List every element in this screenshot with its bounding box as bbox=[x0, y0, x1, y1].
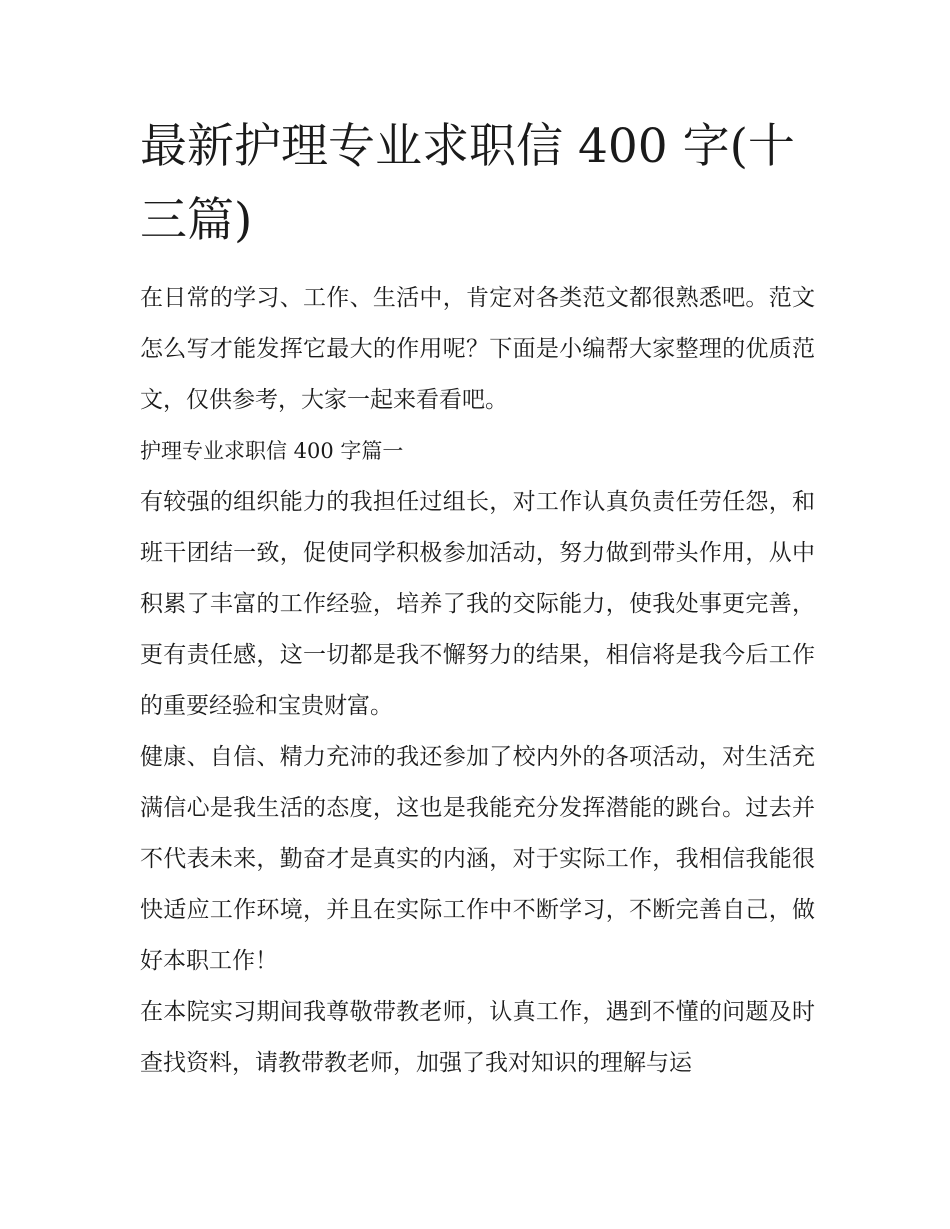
body-paragraph: 健康、自信、精力充沛的我还参加了校内外的各项活动，对生活充满信心是我生活的态度，这也是我能充分发挥潜能的跳台。过去并不代表未来，勤奋才是真实的内涵，对于实际工作，我相信我能很快适应工作环境，并且在实际工作中不断学习，不断完善自己，做好本职工作！ bbox=[140, 744, 815, 974]
body-paragraph: 有较强的组织能力的我担任过组长，对工作认真负责任劳任怨，和班干团结一致，促使同学积极参加活动，努力做到带头作用，从中积累了丰富的工作经验，培养了我的交际能力，使我处事更完善，更有责任感，这一切都是我不懈努力的结果，相信将是我今后工作的重要经验和宝贵财富。 bbox=[140, 489, 815, 719]
intro-paragraph: 在日常的学习、工作、生活中，肯定对各类范文都很熟悉吧。范文怎么写才能发挥它最大的作用呢？下面是小编帮大家整理的优质范文，仅供参考，大家一起来看看吧。 bbox=[140, 285, 815, 413]
section-heading: 护理专业求职信 400 字篇一 bbox=[140, 439, 404, 463]
document-body bbox=[140, 273, 815, 1089]
document-title: 最新护理专业求职信 400 字(十三篇) bbox=[140, 119, 795, 248]
body-paragraph: 在本院实习期间我尊敬带教老师，认真工作，遇到不懂的问题及时查找资料，请教带教老师，加强了我对知识的理解与运 bbox=[140, 999, 815, 1076]
document-page bbox=[140, 110, 815, 1089]
